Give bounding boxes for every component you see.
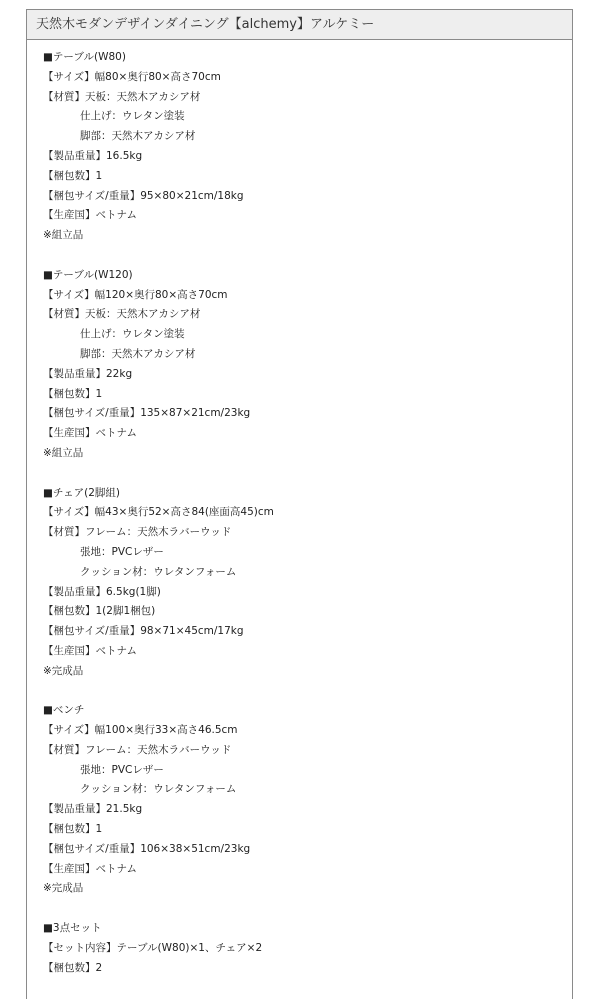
spec-line: クッション材：ウレタンフォーム [80,783,237,796]
section-heading: ■テーブル(W80) [43,51,126,63]
section-table-w80 [43,48,564,246]
spec-line: クッション材：ウレタンフォーム [80,565,237,578]
section-heading: ■ベンチ [43,704,85,717]
spec-line: 【生産国】ベトナム [43,427,137,440]
spec-line: 【梱包数】2 [43,961,103,974]
spec-line: 【材質】フレーム：天然木ラバーウッド [43,743,232,756]
spec-line: ※完成品 [43,664,84,677]
spec-line: 仕上げ：ウレタン塗装 [80,328,185,341]
spec-line: 【生産国】ベトナム [43,644,137,657]
spec-line: 脚部：天然木アカシア材 [80,130,196,143]
spec-line: 仕上げ：ウレタン塗装 [80,110,185,123]
spec-line: 【梱包数】1 [43,169,103,182]
spec-table-frame [26,9,573,999]
spec-line: 【製品重量】16.5kg [43,149,143,162]
spec-line: 【梱包数】1 [43,823,103,836]
spec-line: ※組立品 [43,446,84,459]
spec-line: 【サイズ】幅80×奥行80×高さ70cm [43,70,221,83]
spec-line: 【生産国】ベトナム [43,209,137,222]
spec-content [43,48,564,978]
section-chair [43,484,564,682]
section-heading: ■3点セット [43,922,102,935]
spec-line: 【材質】天板：天然木アカシア材 [43,90,201,103]
spec-line: 張地：PVCレザー [80,763,164,776]
spec-line: 【梱包サイズ/重量】95×80×21cm/18kg [43,189,244,202]
spec-line: 【サイズ】幅100×奥行33×高さ46.5cm [43,724,238,737]
spec-line: 【材質】天板：天然木アカシア材 [43,308,201,321]
spec-line: 【梱包数】1(2脚1梱包) [43,605,156,618]
spec-line: 【材質】フレーム：天然木ラバーウッド [43,526,232,539]
section-bench [43,701,564,899]
spec-line: 脚部：天然木アカシア材 [80,347,196,360]
spec-line: 【サイズ】幅120×奥行80×高さ70cm [43,288,228,301]
section-heading: ■チェア(2脚組) [43,486,120,499]
section-heading: ■テーブル(W120) [43,268,133,281]
spec-line: ※組立品 [43,229,84,242]
spec-line: ※完成品 [43,882,84,895]
section-table-w120 [43,266,564,464]
spec-line: 【製品重量】21.5kg [43,803,143,816]
spec-line: 【製品重量】22kg [43,367,133,380]
spec-line: 【梱包数】1 [43,387,103,400]
spec-line: 張地：PVCレザー [80,545,164,558]
section-3-piece-set [43,919,564,978]
spec-line: 【セット内容】テーブル(W80)×1、チェア×2 [43,941,263,954]
spec-line: 【梱包サイズ/重量】135×87×21cm/23kg [43,407,251,420]
spec-title: 天然木モダンデザインダイニング【alchemy】アルケミー [27,10,572,40]
spec-line: 【生産国】ベトナム [43,862,137,875]
spec-line: 【梱包サイズ/重量】106×38×51cm/23kg [43,842,251,855]
spec-line: 【梱包サイズ/重量】98×71×45cm/17kg [43,625,244,638]
spec-line: 【サイズ】幅43×奥行52×高さ84(座面高45)cm [43,506,274,519]
spec-line: 【製品重量】6.5kg(1脚) [43,585,161,598]
